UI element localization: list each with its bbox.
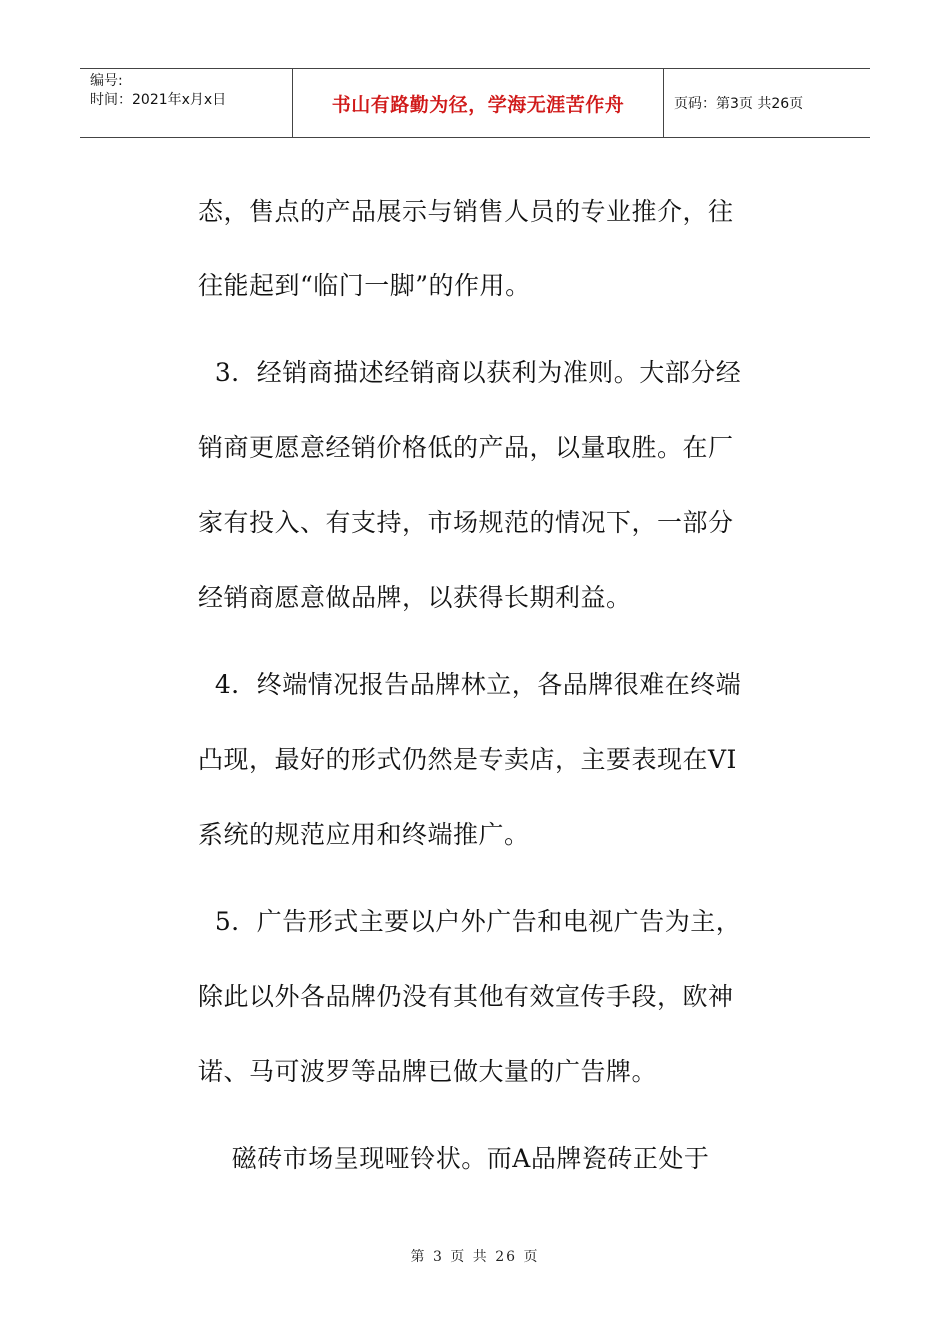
header-page-info: 页码：第3页 共26页 bbox=[674, 96, 804, 112]
body-line: 诺、马可波罗等品牌已做大量的广告牌。 bbox=[198, 1057, 658, 1086]
body-line: 系统的规范应用和终端推广。 bbox=[198, 820, 530, 849]
body-line: 4．终端情况报告品牌林立，各品牌很难在终端 bbox=[198, 670, 742, 699]
document-number-label: 编号: bbox=[90, 73, 123, 89]
body-line: 5．广告形式主要以户外广告和电视广告为主， bbox=[198, 907, 742, 936]
document-time: 时间：2021年x月x日 bbox=[90, 92, 227, 108]
body-line: 3．经销商描述经销商以获利为准则。大部分经 bbox=[198, 358, 742, 387]
body-line: 磁砖市场呈现哑铃状。而A品牌瓷砖正处于 bbox=[198, 1144, 710, 1173]
body-line: 销商更愿意经销价格低的产品，以量取胜。在厂 bbox=[198, 433, 734, 462]
header-meta bbox=[80, 69, 293, 137]
body-line: 凸现，最好的形式仍然是专卖店，主要表现在VI bbox=[198, 745, 737, 774]
body-line: 经销商愿意做品牌，以获得长期利益。 bbox=[198, 583, 632, 612]
body-line: 除此以外各品牌仍没有其他有效宣传手段，欧神 bbox=[198, 982, 734, 1011]
body-line: 家有投入、有支持，市场规范的情况下，一部分 bbox=[198, 508, 734, 537]
header-motto: 书山有路勤为径，学海无涯苦作舟 bbox=[293, 69, 664, 137]
body-line: 态，售点的产品展示与销售人员的专业推介，往 bbox=[198, 197, 734, 226]
page-header bbox=[80, 68, 870, 138]
body-line: 往能起到“临门一脚”的作用。 bbox=[198, 271, 531, 300]
page-footer: 第 3 页 共 26 页 bbox=[410, 1249, 540, 1265]
